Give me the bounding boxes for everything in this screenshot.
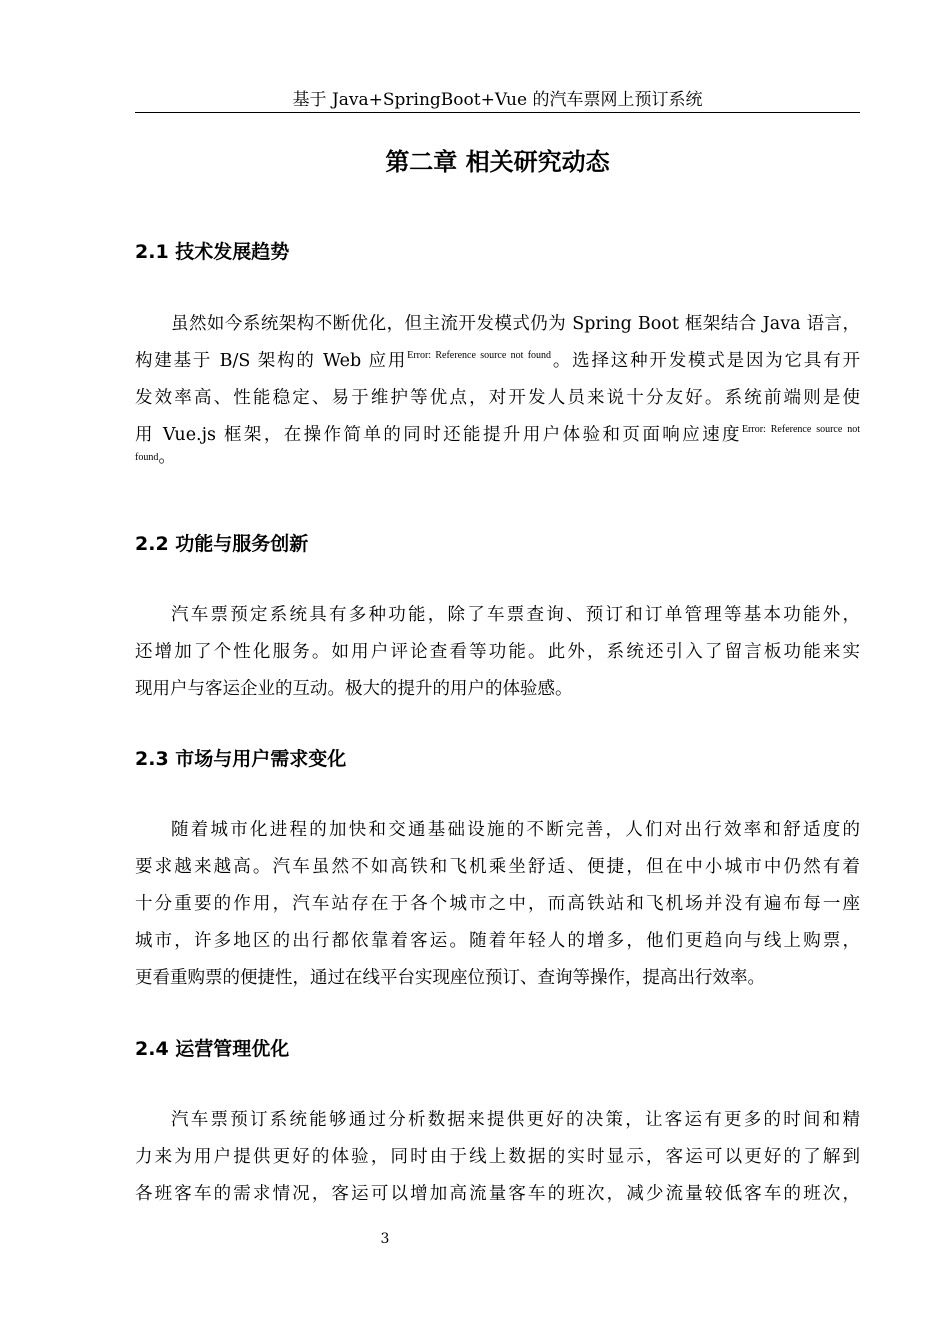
- running-header: 基于 Java+SpringBoot+Vue 的汽车票网上预订系统: [292, 90, 703, 110]
- paragraph-line: 虽然如今系统架构不断优化，但主流开发模式仍为 Spring Boot 框架结合 Java 语言，: [171, 314, 860, 334]
- reference-error-marker: Error: Reference source not found: [407, 350, 552, 361]
- paragraph-line: 汽车票预定系统具有多种功能，除了车票查询、预订和订单管理等基本功能外，: [171, 605, 860, 625]
- paragraph-line: 十分重要的作用，汽车站存在于各个城市之中，而高铁站和飞机场并没有遍布每一座: [135, 894, 860, 914]
- paragraph-line: 城市，许多地区的出行都依靠着客运。随着年轻人的增多，他们更趋向与线上购票，: [135, 931, 860, 951]
- section-heading-2-1: 2.1 技术发展趋势: [135, 241, 290, 263]
- line-text: 。选择这种开发模式是因为它具有开: [551, 351, 861, 371]
- paragraph-line: 各班客车的需求情况，客运可以增加高流量客车的班次，减少流量较低客车的班次，: [135, 1184, 860, 1204]
- paragraph-line: [135, 417, 860, 454]
- paragraph-2-4: [135, 1102, 860, 1213]
- line-text: 构建基于 B/S 架构的 Web 应用: [135, 351, 408, 371]
- paragraph-line: 现用户与客运企业的互动。极大的提升的用户的体验感。: [135, 679, 573, 699]
- reference-error-marker: found: [135, 452, 159, 463]
- paragraph-line: 发效率高、性能稳定、易于维护等优点，对开发人员来说十分友好。系统前端则是使: [135, 388, 860, 408]
- paragraph-2-3: [135, 812, 860, 997]
- section-heading-2-4: 2.4 运营管理优化: [135, 1038, 290, 1060]
- header-divider: [135, 112, 860, 113]
- paragraph-line: 汽车票预订系统能够通过分析数据来提供更好的决策，让客运有更多的时间和精: [171, 1110, 860, 1130]
- paragraph-line: 要求越来越高。汽车虽然不如高铁和飞机乘坐舒适、便捷，但在中小城市中仍然有着: [135, 857, 860, 877]
- paragraph-2-2: [135, 597, 860, 708]
- reference-error-marker: Error: Reference source not: [741, 424, 860, 435]
- paragraph-line: 随着城市化进程的加快和交通基础设施的不断完善，人们对出行效率和舒适度的: [171, 820, 860, 840]
- line-text: 用 Vue.js 框架，在操作简单的同时还能提升用户体验和页面响应速度: [135, 425, 742, 445]
- paragraph-line: 更看重购票的便捷性，通过在线平台实现座位预订、查询等操作，提高出行效率。: [135, 968, 765, 988]
- paragraph-line: 还增加了个性化服务。如用户评论查看等功能。此外，系统还引入了留言板功能来实: [135, 642, 860, 662]
- section-heading-2-3: 2.3 市场与用户需求变化: [135, 748, 347, 770]
- line-text: 。: [158, 447, 176, 467]
- paragraph-line: 力来为用户提供更好的体验，同时由于线上数据的实时显示，客运可以更好的了解到: [135, 1147, 860, 1167]
- page-number: 3: [380, 1231, 390, 1247]
- section-heading-2-2: 2.2 功能与服务创新: [135, 533, 309, 555]
- paragraph-2-1: [135, 306, 860, 466]
- chapter-title: 第二章 相关研究动态: [385, 148, 610, 176]
- paragraph-line: [135, 343, 860, 380]
